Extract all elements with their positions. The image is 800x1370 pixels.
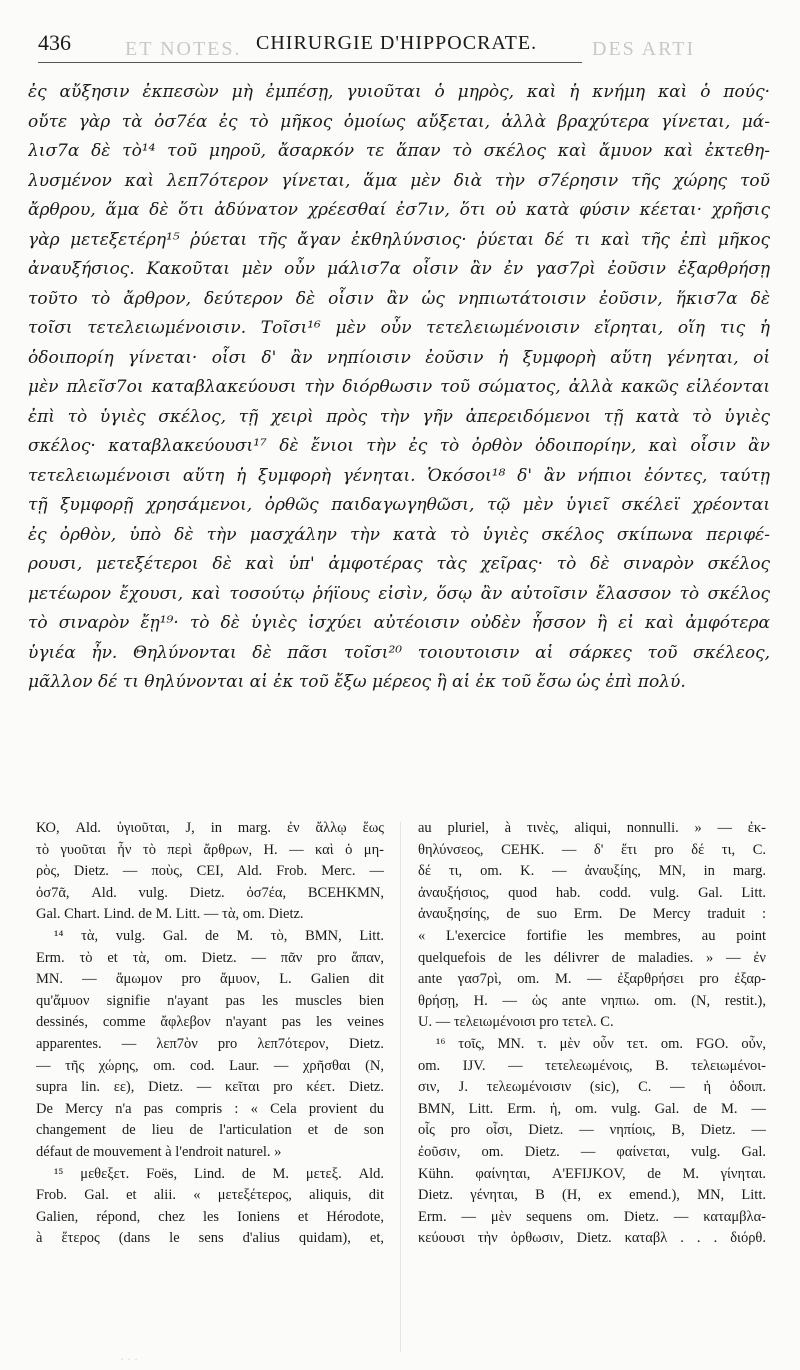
text-line: ἄρθρου, ἅμα δὲ ὅτι ἀδύνατον χρέεσθαί ἐσ7ιν, ὅτι οὐ κατὰ φύσιν κέεται· χρῆσις [28,200,770,220]
note-line: changement de lieu de l'articulation et de son [36,1122,384,1139]
running-head: CHIRURGIE D'HIPPOCRATE. [256,32,538,54]
text-line: μετέωρον ἔχουσι, καὶ τοσούτῳ ῥήϊους εἰσὶν, ὅσῳ ἂν αὐτοῖσιν ἔλασσον τὸ σκέλος [28,583,770,604]
note-line: θηλύνσεος, CEHK. — δ' ἔτι pro δέ τι, C. [418,841,766,858]
note-line: au pluriel, à τινὲς, aliqui, nonnulli. » — ἐκ- [418,820,766,836]
note-line: « L'exercice fortifie les membres, au point [418,927,766,944]
note-line: ΚΟ, Ald. ὑγιοῦται, J, in marg. ἐν ἄλλῳ ἕως [36,820,384,836]
note-line: BMN, Litt. Erm. ἡ, om. vulg. Gal. de M. — [418,1100,766,1117]
text-line: τοῦτο τὸ ἄρθρον, δεύτερον δὲ οἷσιν ἂν ὡς νηπιωτάτοισιν ἐοῦσιν, ἥκισ7α δὲ [28,288,770,309]
note-line: ἀναυξήσιος, quod hab. codd. vulg. Gal. Litt. [418,884,766,901]
text-line: τοῖσι τετελειωμένοισιν. Τοῖσι¹⁶ μὲν οὖν τετελειωμένοισιν εἴρηται, οἵη τις ἡ [28,318,770,338]
note-line: om. IJV. — τετελεωμένοις, B. τελειωμένοι- [418,1057,766,1074]
page-number: 436 [38,30,71,55]
text-line: τετελειωμένοισι αὕτη ἡ ξυμφορὴ γένηται. Ὁκόσοι¹⁸ δ' ἂν νήπιοι ἐόντες, ταύτῃ [28,465,770,486]
note-line: De Mercy n'a pas compris : « Cela provient du [36,1100,384,1117]
text-line: ὁδοιπορίη γίνεται· οἷσι δ' ἂν νηπίοισιν ἐοῦσιν ἡ ξυμφορὴ αὕτη γένηται, οἱ [28,347,770,368]
text-line: ἐς αὔξησιν ἐκπεσὼν μὴ ἐμπέσῃ, γυιοῦται ὁ μηρὸς, καὶ ἡ κνήμη καὶ ὁ πούς· [28,82,770,102]
note-line: U. — τελειωμένοισι pro τετελ. C. [418,1014,614,1031]
text-line: τὸ σιναρὸν ἔῃ¹⁹· τὸ δὲ ὑγιὲς ἰσχύει αὐτέοισιν οὐδὲν ἧσσον ἢ εἰ καὶ ἀμφότερα [28,613,770,633]
note-line: Erm. τὸ et τὰ, om. Dietz. — πᾶν pro ἅπαν, [36,949,384,966]
note-line: ἐοῦσιν, om. Dietz. — φαίνεται, vulg. Gal. [418,1143,766,1160]
note-line: Dietz. γένηται, B (H, ex emend.), MN, Litt. [418,1187,766,1204]
note-line: κεύουσι τὴν ὀρθωσιν, Dietz. καταβλ . . . διόρθ. [418,1230,766,1247]
note-line: ante γασ7ρὶ, om. M. — ἐξαρθρήσει pro ἐξαρ- [418,971,766,988]
text-line: γὰρ μετεξετέρη¹⁵ ῥύεται τῆς ἄγαν ἐκθηλύνσιος· ῥύεται δέ τι καὶ τῆς ἐπὶ μῆκος [28,229,770,250]
text-line: ἐπὶ τὸ ὑγιὲς σκέλος, τῇ χειρὶ πρὸς τὴν γῆν ἀπερειδόμενοι τῇ κατὰ τὸ ὑγιὲς [28,406,770,427]
note-line: qu'ἄμυον signifie n'ayant pas les muscles bien [36,992,384,1009]
note-line: ¹⁴ τὰ, vulg. Gal. de M. τὸ, BMN, Litt. [54,927,384,944]
note-line: Kühn. φαίνηται, A'EFIJKOV, de M. γίνηται. [418,1165,766,1182]
column-divider [400,822,401,1352]
header-rule [38,62,582,63]
note-line: ρὸς, Dietz. — ποὺς, CEI, Ald. Frob. Merc. — [36,863,384,880]
note-line: défaut de mouvement à l'endroit naturel. » [36,1143,282,1160]
notes-column-left [36,818,384,1250]
text-line: λισ7α δὲ τὸ¹⁴ τοῦ μηροῦ, ἄσαρκόν τε ἅπαν τὸ σκέλος καὶ ἄμυον καὶ ἐκτεθη- [28,141,770,161]
note-line: ¹⁶ τοῖς, MN. τ. μὲν οὖν τετ. om. FGO. οὖν, [436,1035,766,1052]
bleed-through-text: · · · [120,1352,138,1366]
bleed-through-text: ET NOTES. [125,38,242,60]
note-line: Gal. Chart. Lind. de M. Litt. — τὰ, om. Dietz. [36,906,304,923]
bleed-through-text: DES ARTI [592,38,696,60]
note-line: quelquefois de les délivrer de maladies. » — ἐν [418,949,766,966]
text-line: ἀναυξήσιος. Κακοῦται μὲν οὖν μάλισ7α οἷσιν ἂν ἐν γασ7ρὶ ἐοῦσιν ἐξαρθρήσῃ [28,259,770,279]
note-line: σιν, J. τελεωμένοισιν (sic), C. — ἡ ὁδοιπ. [418,1079,766,1096]
note-line: τὸ γυοῦται ἦν τὸ περὶ ἄρθρων, H. — καὶ ὁ μη- [36,841,384,858]
note-line: δέ τι, om. K. — ἀναυξίης, MN, in marg. [418,863,766,880]
note-line: ¹⁵ μεθεξετ. Foës, Lind. de M. μετεξ. Ald. [54,1165,384,1182]
text-line: ρουσι, μετεξέτεροι δὲ καὶ ὑπ' ἀμφοτέρας τὰς χεῖρας· τὸ δὲ σιναρὸν σκέλος [28,554,770,574]
text-line: ὑγιέα ἦν. Θηλύνονται δὲ πᾶσι τοῖσι²⁰ τοιουτοισιν αἱ σάρκες τοῦ σκέλεος, [28,642,770,663]
page-header [38,30,578,60]
note-line: θρήσῃ, H. — ὡς ante νηπιω. om. (N, restit.), [418,992,766,1009]
note-line: Frob. Gal. et alii. « μετεξέτερος, aliquis, dit [36,1187,384,1204]
note-line: à ἕτερος (dans le sens d'alius quidam), et, [36,1230,384,1247]
note-line: οἷς pro οἷσι, Dietz. — νηπίοις, B, Dietz. — [418,1122,766,1139]
note-line: ὀσ7ᾶ, Ald. vulg. Dietz. ὀσ7έα, BCEHKMN, [36,884,384,901]
text-line: ἐς ὀρθὸν, ὑπὸ δὲ τὴν μασχάλην τὴν κατὰ τὸ ὑγιὲς σκέλος σκίπωνα περιφέ- [28,524,770,545]
text-line: οὔτε γὰρ τὰ ὀσ7έα ἐς τὸ μῆκος ὁμοίως αὔξεται, ἀλλὰ βραχύτερα γίνεται, μά- [28,111,770,132]
note-line: dessinés, comme ἄφλεβον n'ayant pas les veines [36,1014,384,1031]
note-line: supra lin. εε), Dietz. — κεῖται pro κέετ. Dietz. [36,1079,384,1096]
text-line: λυσμένον καὶ λεπ7ότερον γίνεται, ἅμα μὲν διὰ τὴν σ7έρησιν τῆς χώρης τοῦ [28,170,770,191]
text-line: σκέλος· καταβλακεύουσι¹⁷ δὲ ἔνιοι τὴν ἐς τὸ ὀρθὸν ὁδοιπορίην, καὶ οἷσιν ἂν [28,436,770,456]
note-line: apparentes. — λεπ7ὸν pro λεπ7ότερον, Dietz. [36,1035,384,1052]
note-line: Erm. — μὲν sequens om. Dietz. — καταμβλα- [418,1208,766,1225]
text-line: μὲν πλεῖσ7οι καταβλακεύουσι τὴν διόρθωσιν τοῦ σώματος, ἀλλὰ κακῶς εἰλέονται [28,377,770,397]
text-line: τῇ ξυμφορῇ χρησάμενοι, ὀρθῶς παιδαγωγηθῶσι, τῷ μὲν ὑγιεῖ σκέλεϊ χρέονται [28,495,770,515]
note-line: ἀναυξησίης, de suo Erm. De Mercy traduit : [418,906,766,923]
note-line: MN. — ἄμωμον pro ἄμυον, L. Galien dit [36,971,384,988]
text-line: μᾶλλον δέ τι θηλύνονται αἱ ἐκ τοῦ ἔξω μέρεος ἢ αἱ ἐκ τοῦ ἔσω ὡς ἐπὶ πολύ. [28,672,686,692]
note-line: — τῆς χώρης, om. cod. Laur. — χρῆσθαι (N, [36,1057,384,1074]
note-line: Galien, répond, chez les Ioniens et Hérodote, [36,1208,384,1225]
greek-main-text [28,78,770,698]
notes-column-right [418,818,766,1250]
